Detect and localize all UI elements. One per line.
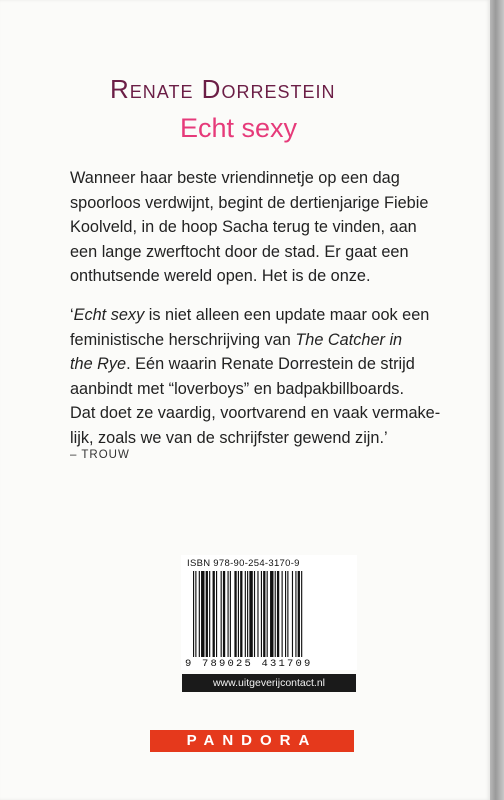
barcode-bar (267, 571, 268, 657)
barcode-bar (295, 571, 296, 657)
quote-text: feministische herschrijving van (70, 330, 296, 349)
barcode-bar (199, 571, 200, 657)
barcode-bar (247, 571, 248, 657)
barcode-bar (216, 571, 217, 657)
barcode-bar (238, 571, 239, 657)
ean-number: 9 789025 431709 (185, 658, 313, 670)
barcode-bar (228, 571, 229, 657)
barcode-bar (221, 571, 222, 657)
barcode-bar (261, 571, 262, 657)
quote-line (70, 303, 480, 328)
barcode-bar (301, 571, 302, 657)
publisher-logo: PANDORA (150, 730, 354, 752)
barcode-bar (270, 571, 273, 657)
quote-line (70, 352, 480, 377)
blurb-line: onthutsende wereld open. Het is de onze. (70, 267, 371, 286)
page-edge (490, 0, 504, 800)
barcode-bar (195, 571, 196, 657)
barcode-bar (263, 571, 265, 657)
barcode-bar (201, 571, 204, 657)
barcode-bar (193, 571, 194, 657)
barcode-bar (223, 571, 225, 657)
barcode-bar (209, 571, 210, 657)
quote-italic-title: Echt sexy (73, 306, 145, 324)
author-name: Renate Dorrestein (110, 74, 336, 104)
blurb-line: een lange zwerftocht door de stad. Er gaat een (70, 242, 409, 261)
barcode-bar (213, 571, 215, 657)
barcode-bar (282, 571, 283, 657)
quote-line: Dat doet ze vaardig, voortvarend en vaak vermake- (70, 404, 441, 423)
blurb-line: Wanneer haar beste vriendinnetje op een dag (70, 169, 400, 187)
quote-italic-title: The Catcher in (295, 330, 403, 349)
barcode-bar (292, 571, 293, 657)
barcode-bar (277, 571, 279, 657)
barcode-bar (245, 571, 246, 657)
quote-open-mark: ‘ (70, 306, 74, 324)
review-quote (70, 303, 480, 451)
barcode-bar (230, 571, 231, 657)
book-title: Echt sexy (180, 113, 298, 143)
barcode-bars (193, 571, 345, 657)
quote-line: lijk, zoals we van de schrijfster gewend zijn.’ (70, 428, 388, 447)
blurb-text (70, 166, 470, 289)
quote-italic-title: the Rye (70, 355, 127, 374)
blurb-line: spoorloos verdwijnt, begint de dertienjarige Fiebie (70, 193, 429, 212)
quote-text: . Eén waarin Renate Dorrestein de strijd (126, 355, 415, 374)
barcode-bar (249, 571, 252, 657)
quote-line (70, 328, 480, 353)
barcode (181, 555, 357, 670)
isbn-label: ISBN 978-90-254-3170-9 (187, 558, 300, 569)
quote-line: aanbindt met “loverboys” en badpakbillboards. (70, 379, 404, 398)
blurb-line: Koolveld, in de hoop Sacha terug te vinden, aan (70, 218, 417, 237)
quote-source: – TROUW (70, 449, 130, 461)
barcode-bar (287, 571, 288, 657)
barcode-bar (240, 571, 242, 657)
barcode-bar (206, 571, 208, 657)
barcode-bar (254, 571, 255, 657)
quote-text: is niet alleen een update maar ook een (144, 306, 430, 324)
barcode-bar (275, 571, 276, 657)
barcode-bar (298, 571, 300, 657)
publisher-website: www.uitgeverijcontact.nl (182, 674, 356, 692)
barcode-bar (234, 571, 236, 657)
barcode-bar (257, 571, 258, 657)
barcode-bar (285, 571, 286, 657)
